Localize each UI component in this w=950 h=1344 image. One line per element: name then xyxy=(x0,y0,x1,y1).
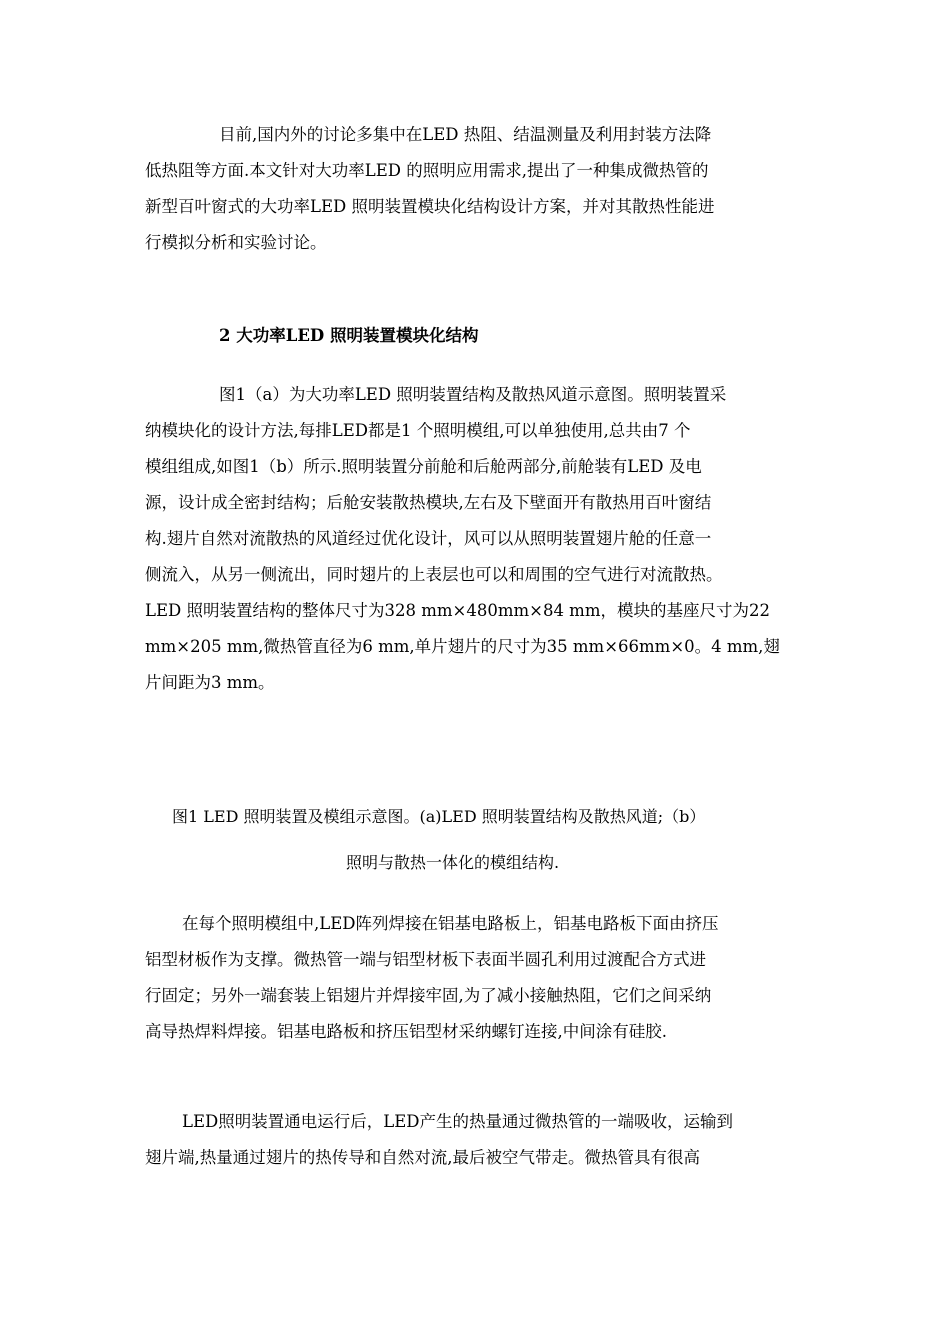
text-line: LED照明装置通电运行后，LED产生的热量通过微热管的一端吸收，运输到 xyxy=(182,1112,733,1131)
figure-caption-line-2: 照明与散热一体化的模组结构. xyxy=(346,853,560,872)
text-line: 图1（a）为大功率LED 照明装置结构及散热风道示意图。照明装置采 xyxy=(219,385,727,404)
text-line: 低热阻等方面.本文针对大功率LED 的照明应用需求,提出了一种集成微热管的 xyxy=(145,161,709,180)
text-line: 行模拟分析和实验讨论。 xyxy=(145,233,327,252)
text-line: 铝型材板作为支撑。微热管一端与铝型材板下表面半圆孔利用过渡配合方式进 xyxy=(145,950,706,969)
paragraph-module xyxy=(145,906,718,1050)
paragraph-structure xyxy=(145,377,780,701)
paragraph-intro xyxy=(145,117,714,261)
text-line: 高导热焊料焊接。铝基电路板和挤压铝型材采纳螺钉连接,中间涂有硅胶. xyxy=(145,1022,667,1041)
text-line: 模组组成,如图1（b）所示.照明装置分前舱和后舱两部分,前舱装有LED 及电 xyxy=(145,457,702,476)
text-line: 行固定；另外一端套装上铝翅片并焊接牢固,为了减小接触热阻，它们之间采纳 xyxy=(145,986,712,1005)
text-line: 构.翅片自然对流散热的风道经过优化设计，风可以从照明装置翅片舱的任意一 xyxy=(145,529,712,548)
text-line: LED 照明装置结构的整体尺寸为328 mm×480mm×84 mm，模块的基座尺寸为22 xyxy=(145,601,770,620)
text-line: 目前,国内外的讨论多集中在LED 热阻、结温测量及利用封装方法降 xyxy=(219,125,712,144)
text-line: 翅片端,热量通过翅片的热传导和自然对流,最后被空气带走。微热管具有很高 xyxy=(145,1148,700,1167)
text-line: 新型百叶窗式的大功率LED 照明装置模块化结构设计方案，并对其散热性能进 xyxy=(145,197,715,216)
text-line: 侧流入，从另一侧流出，同时翅片的上表层也可以和周围的空气进行对流散热。 xyxy=(145,565,723,584)
text-line: 纳模块化的设计方法,每排LED都是1 个照明模组,可以单独使用,总共由7 个 xyxy=(145,421,691,440)
section-heading: 2 大功率LED 照明装置模块化结构 xyxy=(219,326,479,345)
text-line: 源，设计成全密封结构；后舱安装散热模块,左右及下壁面开有散热用百叶窗结 xyxy=(145,493,712,512)
text-line: 在每个照明模组中,LED阵列焊接在铝基电路板上，铝基电路板下面由挤压 xyxy=(182,914,719,933)
paragraph-operation xyxy=(145,1104,733,1176)
text-line: 片间距为3 mm。 xyxy=(145,673,275,692)
figure-caption-line-1: 图1 LED 照明装置及模组示意图。(a)LED 照明装置结构及散热风道;（b） xyxy=(172,807,706,826)
text-line: mm×205 mm,微热管直径为6 mm,单片翅片的尺寸为35 mm×66mm×0。4 mm,翅 xyxy=(145,637,780,656)
